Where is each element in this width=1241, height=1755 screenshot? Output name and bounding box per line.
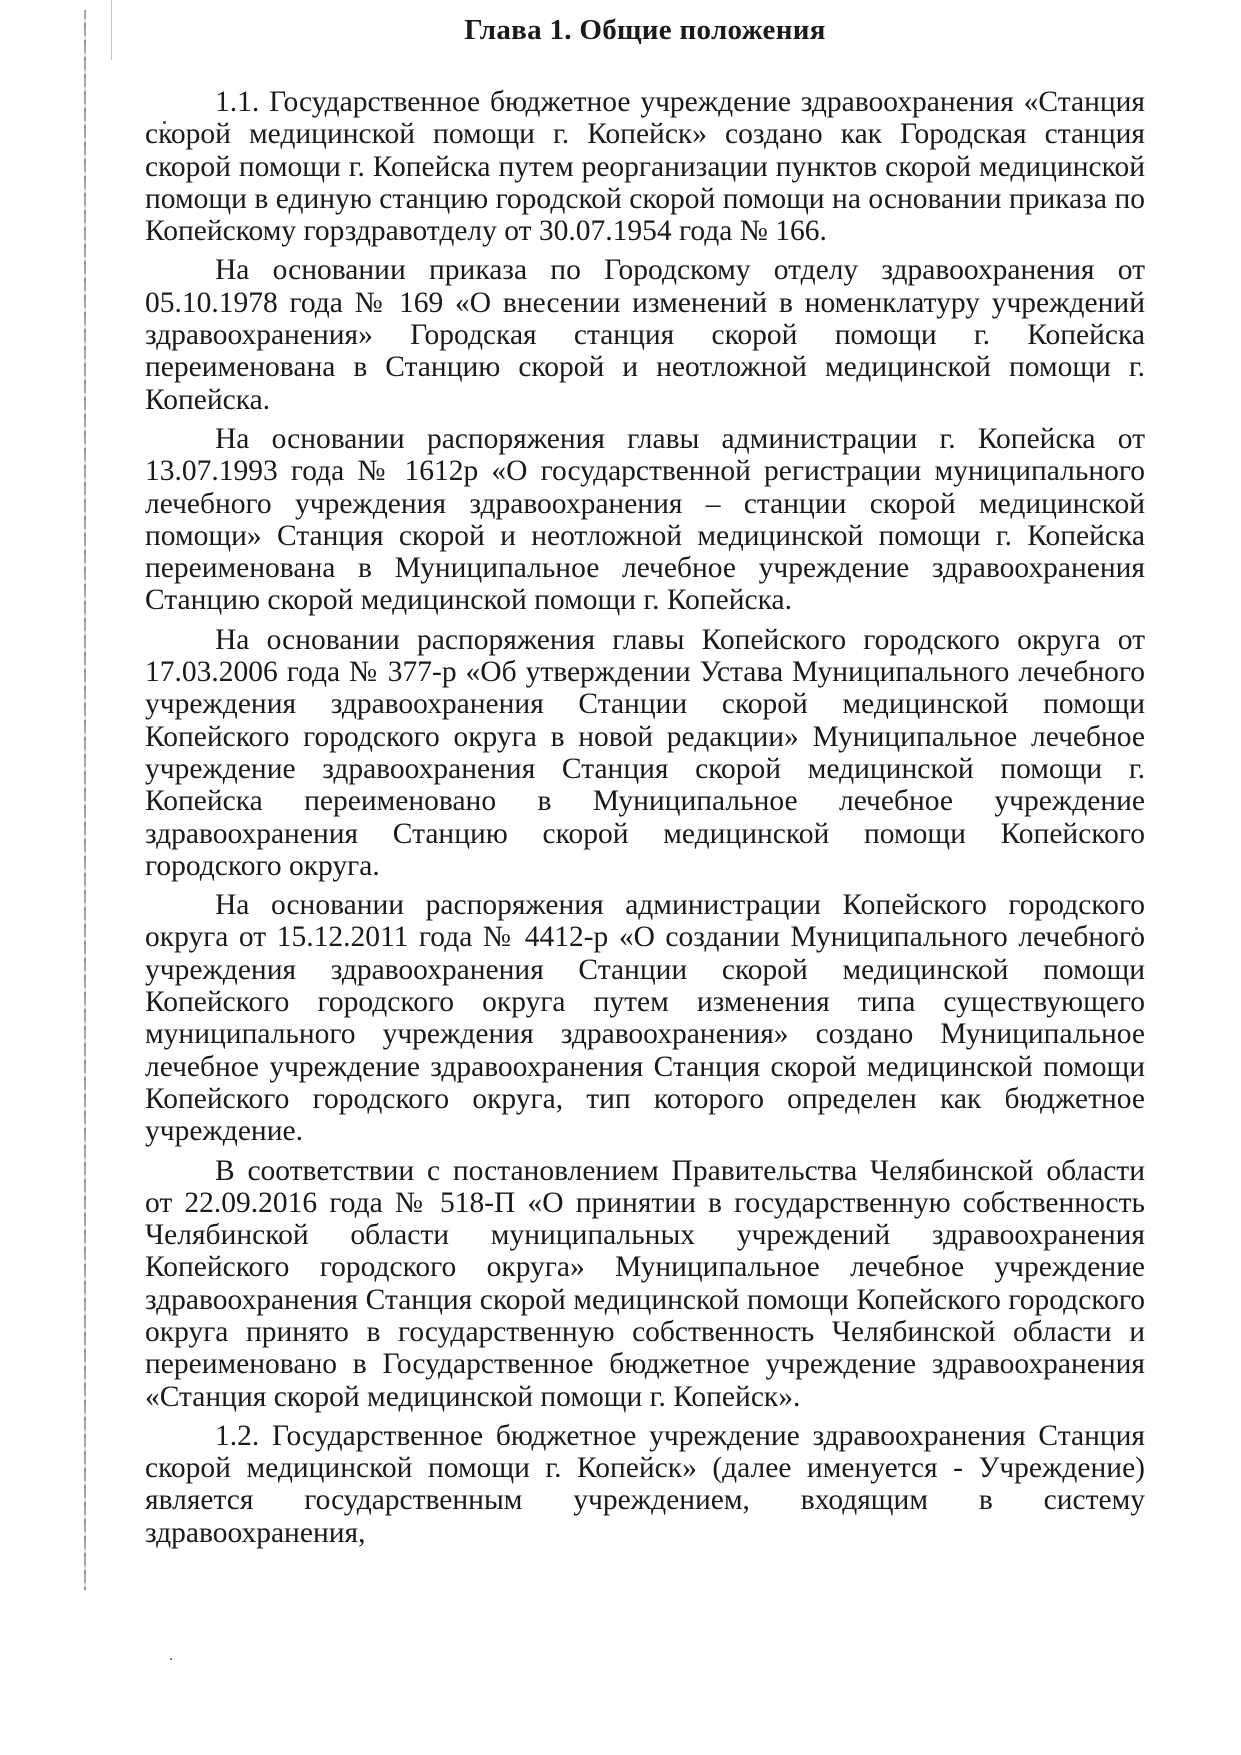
paragraph-2006-decree: На основании распоряжения главы Копейского городского округа от 17.03.2006 года № 377-р «Об утверждении Устава Муниципального лечебного учреждения здравоохранения Станции скорой медицинской помощи Копейского городского округа в новой редакции» Муниципальное лечебное учреждение здравоохранения Станция скорой медицинской помощи г. Копейска переименовано в Муниципальное лечебное учреждение здравоохранения Станцию скорой медицинской помощи Копейского городского округа. [145, 623, 1145, 882]
chapter-title: Глава 1. Общие положения [464, 14, 826, 46]
paragraph-1-2: 1.2. Государственное бюджетное учреждение здравоохранения Станция скорой медицинской помощи г. Копейск» (далее именуется - Учреждение) является государственным учреждением, входящим в систему здравоохранения, [145, 1419, 1145, 1549]
paragraph-1978-order: На основании приказа по Городскому отделу здравоохранения от 05.10.1978 года № 169 «О внесении изменений в номенклатуру учреждений здравоохранения» Городская станция скорой помощи г. Копейска переименована в Станцию скорой и неотложной медицинской помощи г. Копейска. [145, 254, 1145, 416]
document-page [145, 14, 1145, 1556]
paragraph-2016-resolution: В соответствии с постановлением Правительства Челябинской области от 22.09.2016 года № 518-П «О принятии в государственную собственность Челябинской области муниципальных учреждений здравоохранения Копейского городского округа» Муниципальное лечебное учреждение здравоохранения Станция скорой медицинской помощи Копейского городского округа принято в государственную собственность Челябинской области и переименовано в Государственное бюджетное учреждение здравоохранения «Станция скорой медицинской помощи г. Копейск». [145, 1154, 1145, 1413]
paragraph-2011-decree: На основании распоряжения администрации Копейского городского округа от 15.12.2011 года № 4412-р «О создании Муниципального лечебного учреждения здравоохранения Станции скорой медицинской помощи Копейского городского округа путем изменения типа существующего муниципального учреждения здравоохранения» создано Муниципальное лечебное учреждение здравоохранения Станция скорой медицинской помощи Копейского городского округа, тип которого определен как бюджетное учреждение. [145, 889, 1145, 1148]
paragraph-1-1: 1.1. Государственное бюджетное учреждение здравоохранения «Станция скорой медицинской помощи г. Копейск» создано как Городская станция скорой помощи г. Копейска путем реорганизации пунктов скорой медицинской помощи в единую станцию городской скорой помощи на основании приказа по Копейскому горздравотделу от 30.07.1954 года № 166. [145, 86, 1145, 248]
scan-edge-mark [111, 0, 112, 60]
paragraph-1993-decree: На основании распоряжения главы администрации г. Копейска от 13.07.1993 года № 1612р «О государственной регистрации муниципального лечебного учреждения здравоохранения – станции скорой медицинской помощи» Станция скорой и неотложной медицинской помощи г. Копейска переименована в Муниципальное лечебное учреждение здравоохранения Станцию скорой медицинской помощи г. Копейска. [145, 422, 1145, 617]
scan-binding-edge [84, 10, 86, 1590]
scan-speck [170, 1658, 172, 1660]
